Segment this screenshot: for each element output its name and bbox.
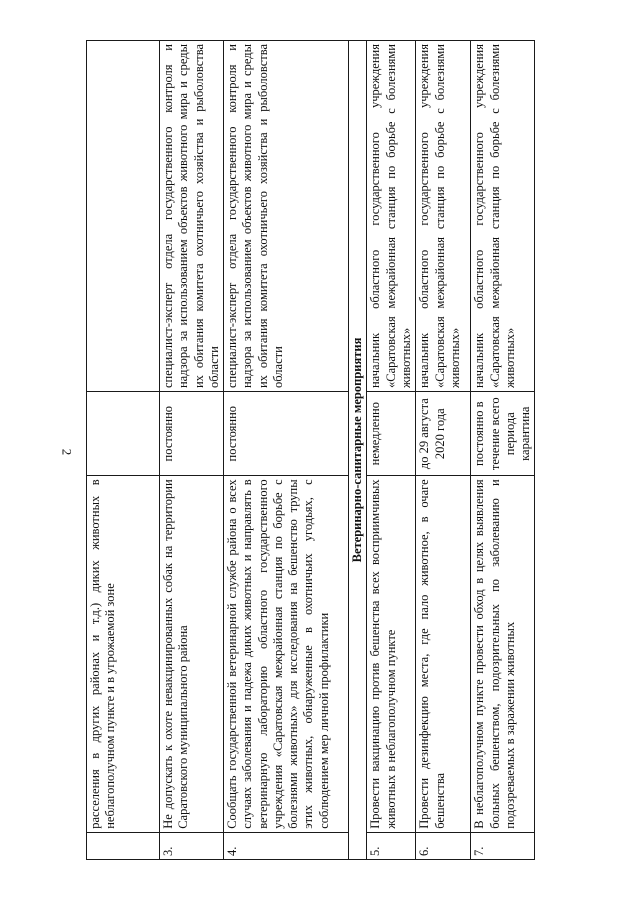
term-cell [87,392,160,476]
responsible-cell: начальник областного государственного учреждения «Саратовская межрайонная станция по борьбе с болезнями животных» [416,41,471,392]
action-cell: расселения в других районах и т.д.) диких животных в неблагополучном пункте и в угрожаемой зоне [87,476,160,832]
action-cell: В неблагополучном пункте провести обход в целях выявления больных бешенством, подозрительных по заболеванию и подозреваемых в заражении животных [471,476,535,832]
action-cell: Провести вакцинацию против бешенства всех восприимчивых животных в неблагополучном пункте [367,476,416,832]
term-cell: немедленно [367,392,416,476]
table-row [416,41,471,860]
row-number: 6. [416,832,471,859]
table-row [471,41,535,860]
responsible-cell [87,41,160,392]
responsible-cell: начальник областного государственного учреждения «Саратовская межрайонная станция по борьбе с болезнями животных» [471,41,535,392]
row-number: 5. [367,832,416,859]
responsible-cell: специалист-эксперт отдела государственного контроля и надзора за использованием объектов животного мира и среды их обитания комитета охотничьего хозяйства и рыболовства области [224,41,349,392]
section-header-row [349,41,367,860]
action-cell: Не допускать к охоте невакцинированных собак на территории Саратовского муниципального района [160,476,224,832]
responsible-cell: начальник областного государственного учреждения «Саратовская межрайонная станция по борьбе с болезнями животных» [367,41,416,392]
responsible-cell: специалист-эксперт отдела государственного контроля и надзора за использованием объектов животного мира и среды их обитания комитета охотничьего хозяйства и рыболовства области [160,41,224,392]
row-number: 7. [471,832,535,859]
term-cell: постоянно [224,392,349,476]
row-number: 4. [224,832,349,859]
term-cell: постоянно [160,392,224,476]
section-title: Ветеринарно-санитарные мероприятия [349,41,367,860]
table-row [87,41,160,860]
page-number: 2 [59,448,75,456]
table-row [224,41,349,860]
action-cell: Провести дезинфекцию места, где пало животное, в очаге бешенства [416,476,471,832]
table-row [367,41,416,860]
action-cell: Сообщать государственной ветеринарной службе района о всех случаях заболевания и падежа диких животных и направлять в ветеринарную лабораторию областного государственного учреждения «Саратовская межрайонная станция по борьбе с болезнями животных» для исследования на бешенство трупы этих животных, обнаруженные в охотничьих угодьях, с соблюдением мер личной профилактики [224,476,349,832]
rotated-page [86,40,640,860]
term-cell: до 29 августа 2020 года [416,392,471,476]
row-number: 3. [160,832,224,859]
row-number [87,832,160,859]
term-cell: постоянно в течение всего периода карантина [471,392,535,476]
measures-table [86,40,535,860]
table-row [160,41,224,860]
